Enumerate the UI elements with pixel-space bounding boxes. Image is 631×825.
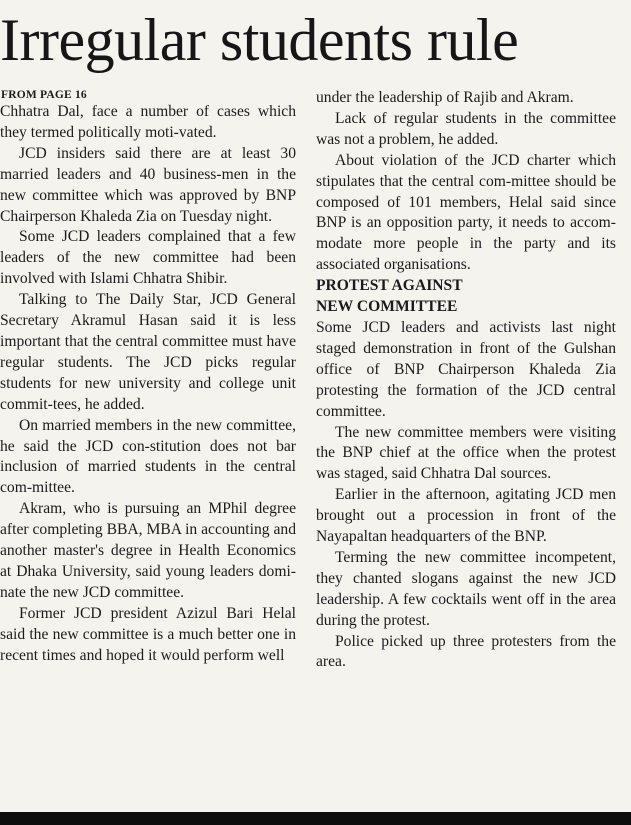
jump-line: FROM PAGE 16 xyxy=(1,89,87,101)
paragraph: On married members in the new committee, he said the JCD con-stitution does not bar inclusion of married students in the central com-mittee. xyxy=(0,416,296,497)
paragraph: Some JCD leaders and activists last night staged demonstration in front of the Gulshan office of BNP Chairperson Khaleda Zia protesting the formation of the JCD central committee. xyxy=(316,318,616,420)
paragraph: Chhatra Dal, face a number of cases which they termed politically moti-vated. xyxy=(0,103,296,141)
paragraph: under the leadership of Rajib and Akram. xyxy=(316,89,574,106)
paragraph: Akram, who is pursuing an MPhil degree after completing BBA, MBA in accounting and another master's degree in Health Economics at Dhaka University, said young leaders domi-nate the new JCD committee. xyxy=(0,500,296,601)
paragraph: Terming the new committee incompetent, they chanted slogans against the new JCD leadership. A few cocktails went off in the area during the protest. xyxy=(316,548,616,629)
right-column xyxy=(316,88,616,673)
headline: Irregular students rule xyxy=(0,7,519,73)
bottom-band xyxy=(0,812,631,825)
left-column xyxy=(0,102,296,666)
paragraph: Talking to The Daily Star, JCD General Secretary Akramul Hasan said it is less important that the central committee must have regular students. The JCD picks regular students for new university and college unit commit-tees, he added. xyxy=(0,291,296,413)
paragraph: Some JCD leaders complained that a few leaders of the new committee had been involved with Islami Chhatra Shibir. xyxy=(0,228,296,288)
paragraph: Earlier in the afternoon, agitating JCD men brought out a procession in front of the Nayapaltan headquarters of the BNP. xyxy=(316,486,616,546)
subhead-line-1: PROTEST AGAINST xyxy=(316,277,463,295)
paragraph: The new committee members were visiting the BNP chief at the office when the protest was staged, said Chhatra Dal sources. xyxy=(316,423,616,483)
paragraph: Former JCD president Azizul Bari Helal said the new committee is a much better one in recent times and hoped it would perform well xyxy=(0,604,296,664)
subhead-line-2: NEW COMMITTEE xyxy=(316,298,458,316)
paragraph: Lack of regular students in the committee was not a problem, he added. xyxy=(316,109,616,148)
paragraph: Police picked up three protesters from the area. xyxy=(316,632,616,671)
paragraph: About violation of the JCD charter which stipulates that the central com-mittee should be composed of 101 members, Helal said since BNP is an opposition party, it needs to accom-modate more people in the party and its associated organisations. xyxy=(316,151,616,274)
paragraph: JCD insiders said there are at least 30 married leaders and 40 business-men in the new committee which was approved by BNP Chairperson Khaleda Zia on Tuesday night. xyxy=(0,144,296,225)
